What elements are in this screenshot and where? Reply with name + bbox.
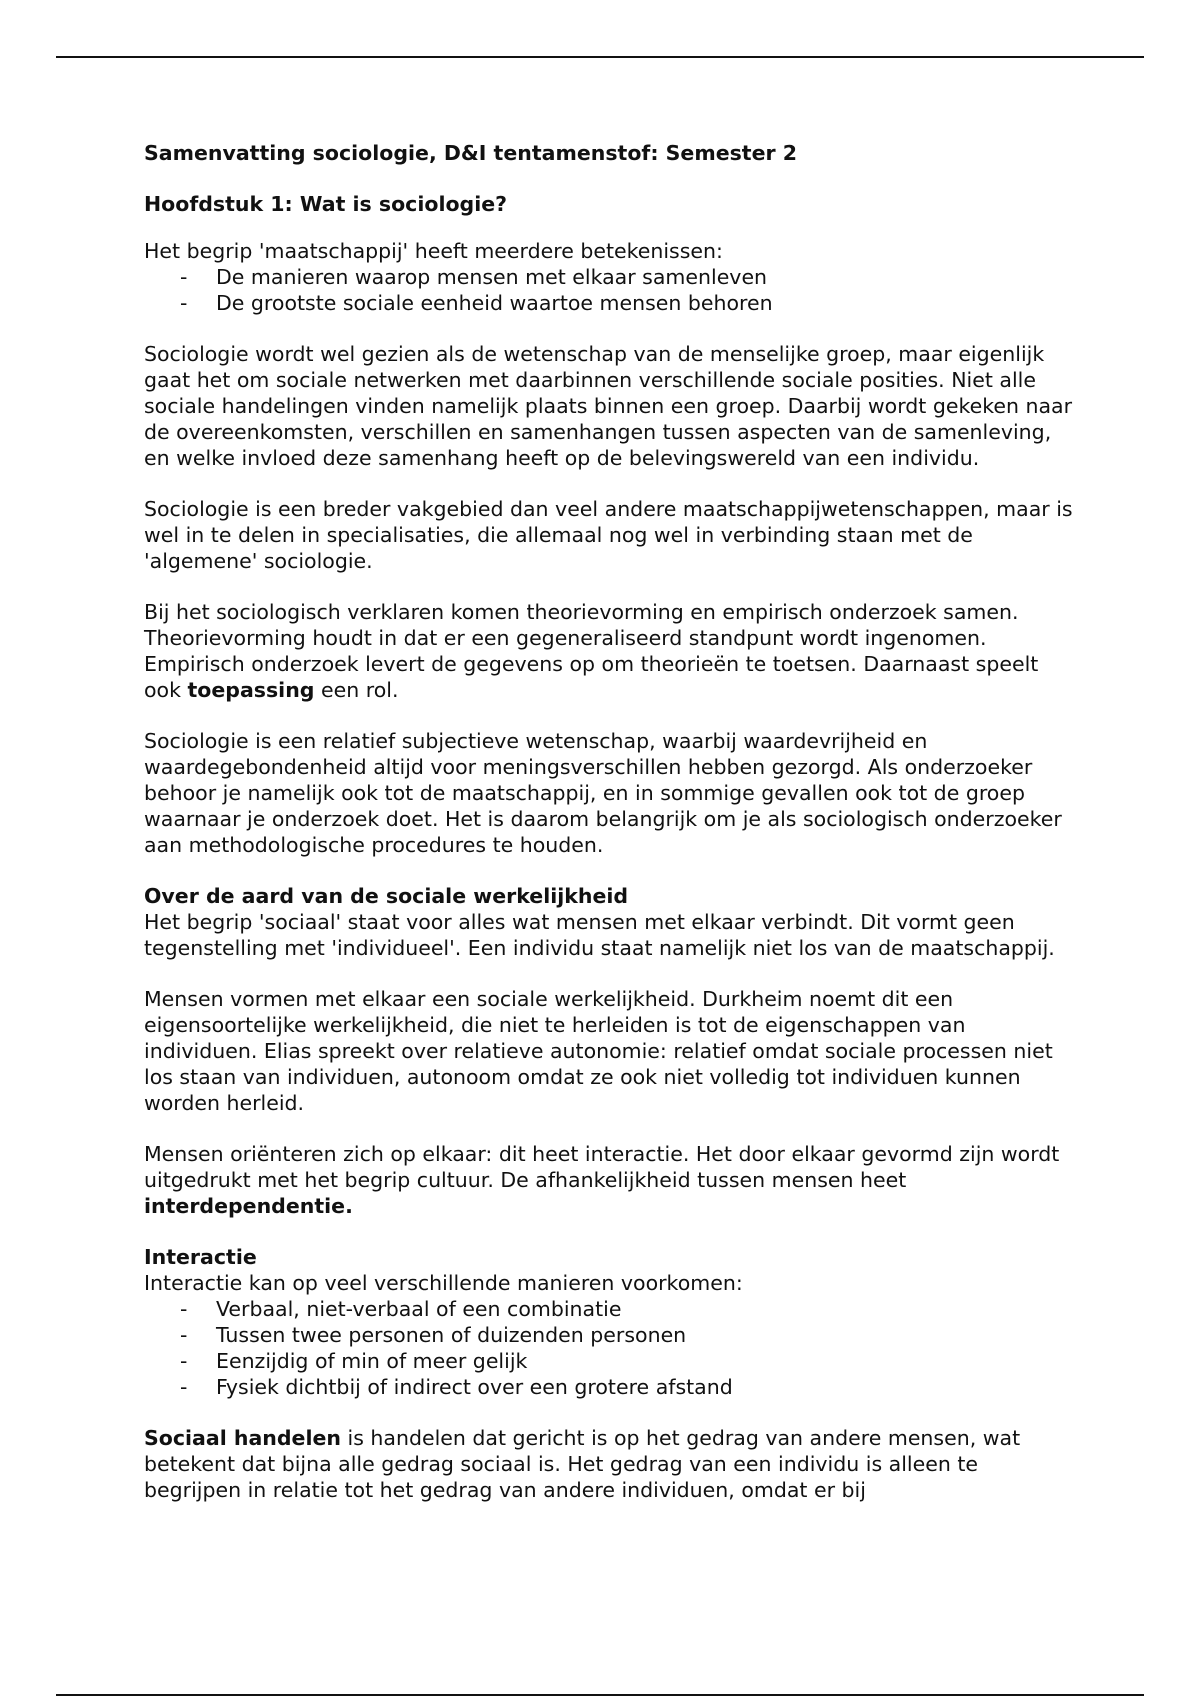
paragraph-3: Bij het sociologisch verklaren komen theorievorming en empirisch onderzoek samen. Theorievorming houdt in dat er een gegeneraliseerd standpunt wordt ingenomen. Empirisch onderzoek levert de gegevens op om theorieën te toetsen. Daarnaast speelt ook toepassing een rol. (144, 600, 1039, 702)
list-item: - De grootste sociale eenheid waartoe mensen behoren (180, 291, 773, 315)
paragraph-1: Sociologie wordt wel gezien als de wetenschap van de menselijke groep, maar eigenlijk gaat het om sociale netwerken met daarbinnen verschillende sociale posities. Niet alle sociale handelingen vinden namelijk plaats binnen een groep. Daarbij wordt gekeken naar de overeenkomsten, verschillen en samenhangen tussen aspecten van de samenleving, en welke invloed deze samenhang heeft op de belevingswereld van een individu. (144, 342, 1073, 470)
intro-text: Het begrip 'maatschappij' heeft meerdere betekenissen: (144, 239, 723, 263)
interaction-list (144, 1296, 1074, 1400)
paragraph-8: Sociaal handelen is handelen dat gericht is op het gedrag van andere mensen, wat betekent dat bijna alle gedrag sociaal is. Het gedrag van een individu is alleen te begrijpen in relatie tot het gedrag van andere individuen, omdat er bij (144, 1426, 1021, 1502)
document-title: Samenvatting sociologie, D&I tentamenstof: Semester 2 (144, 141, 798, 165)
dash-bullet: - (180, 291, 188, 315)
term-interdependentie: interdependentie. (144, 1194, 353, 1218)
chapter-heading: Hoofdstuk 1: Wat is sociologie? (144, 192, 508, 216)
term-sociaal-handelen: Sociaal handelen (144, 1426, 341, 1450)
list-item: - Fysiek dichtbij of indirect over een grotere afstand (180, 1375, 733, 1399)
dash-bullet: - (180, 1297, 188, 1321)
section-heading-interactie: Interactie (144, 1245, 257, 1269)
term-toepassing: toepassing (187, 678, 315, 702)
list-item: - De manieren waarop mensen met elkaar samenleven (180, 265, 768, 289)
dash-bullet: - (180, 1349, 188, 1373)
section-heading-sociale-werkelijkheid: Over de aard van de sociale werkelijkheid (144, 884, 629, 908)
list-item: - Eenzijdig of min of meer gelijk (180, 1349, 528, 1373)
intro-list (144, 264, 1074, 316)
paragraph-5: Het begrip 'sociaal' staat voor alles wat mensen met elkaar verbindt. Dit vormt geen tegenstelling met 'individueel'. Een individu staat namelijk niet los van de maatschappij. (144, 910, 1055, 960)
list-item: - Tussen twee personen of duizenden personen (180, 1323, 687, 1347)
page-top-rule (56, 56, 1144, 58)
paragraph-7: Mensen oriënteren zich op elkaar: dit heet interactie. Het door elkaar gevormd zijn wordt uitgedrukt met het begrip cultuur. De afhankelijkheid tussen mensen heet interdependentie. (144, 1142, 1060, 1218)
list-item: - Verbaal, niet-verbaal of een combinatie (180, 1297, 622, 1321)
paragraph-4: Sociologie is een relatief subjectieve wetenschap, waarbij waardevrijheid en waardegebondenheid altijd voor meningsverschillen hebben gezorgd. Als onderzoeker behoor je namelijk ook tot de maatschappij, en in sommige gevallen ook tot de groep waarnaar je onderzoek doet. Het is daarom belangrijk om je als sociologisch onderzoeker aan methodologische procedures te houden. (144, 729, 1062, 857)
dash-bullet: - (180, 1323, 188, 1347)
dash-bullet: - (180, 1375, 188, 1399)
paragraph-6: Mensen vormen met elkaar een sociale werkelijkheid. Durkheim noemt dit een eigensoortelijke werkelijkheid, die niet te herleiden is tot de eigenschappen van individuen. Elias spreekt over relatieve autonomie: relatief omdat sociale processen niet los staan van individuen, autonoom omdat ze ook niet volledig tot individuen kunnen worden herleid. (144, 987, 1053, 1115)
paragraph-2: Sociologie is een breder vakgebied dan veel andere maatschappijwetenschappen, maar is wel in te delen in specialisaties, die allemaal nog wel in verbinding staan met de 'algemene' sociologie. (144, 497, 1073, 573)
page-bottom-rule (56, 1694, 1144, 1696)
dash-bullet: - (180, 265, 188, 289)
interaction-intro: Interactie kan op veel verschillende manieren voorkomen: (144, 1271, 743, 1295)
document-body (144, 140, 1074, 1503)
